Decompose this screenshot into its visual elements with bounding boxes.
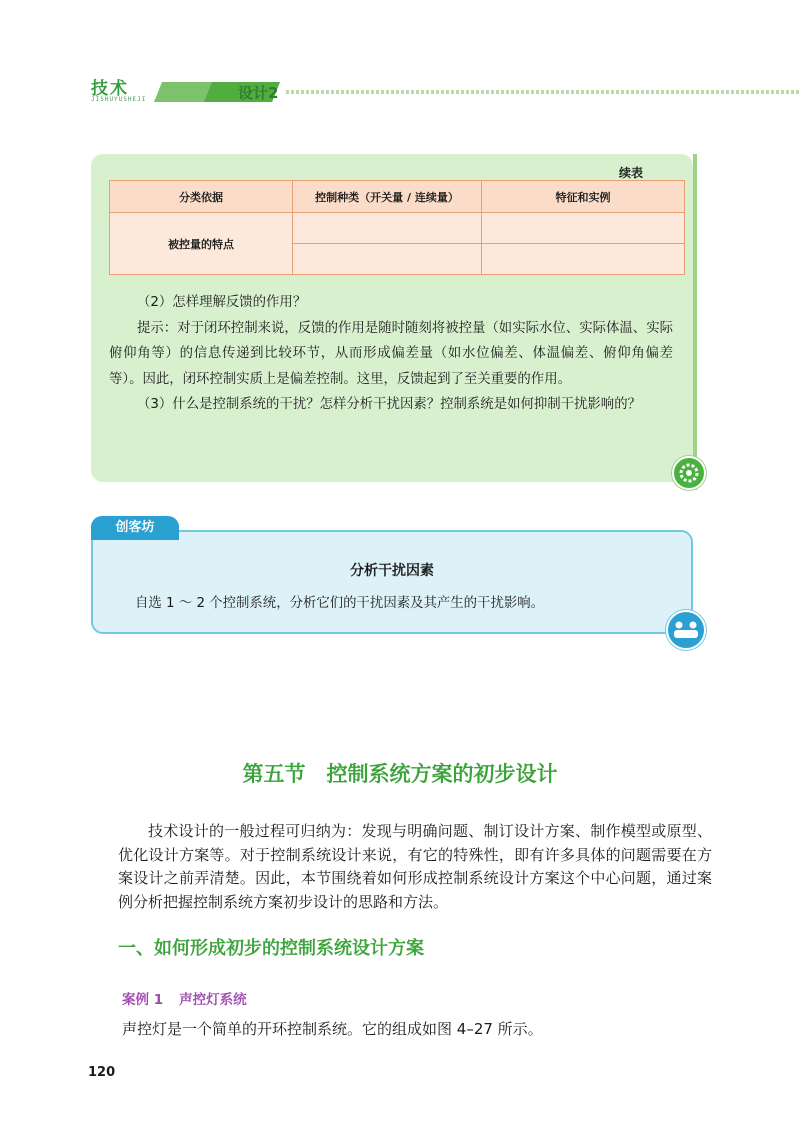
classification-table xyxy=(109,180,685,275)
discussion-box xyxy=(91,154,693,482)
green-box-edge xyxy=(693,154,697,490)
header-rule xyxy=(286,90,800,94)
intro-paragraph xyxy=(118,820,712,914)
table-header: 控制种类（开关量 / 连续量） xyxy=(293,181,482,213)
maker-box-body: 自选 1 ～ 2 个控制系统，分析它们的干扰因素及其产生的干扰影响。 xyxy=(135,596,545,611)
page-header xyxy=(86,68,800,108)
subsection-heading: 一、如何形成初步的控制系统设计方案 xyxy=(118,938,424,959)
table-row xyxy=(110,213,685,244)
section-title: 第五节 控制系统方案的初步设计 xyxy=(242,762,558,786)
header-subtitle: JISHUYUSHEJI xyxy=(91,96,147,103)
table-header-row xyxy=(110,181,685,213)
table-cell xyxy=(293,213,482,244)
table-cell xyxy=(293,244,482,275)
table-header: 分类依据 xyxy=(110,181,293,213)
question-3: （3）什么是控制系统的干扰？怎样分析干扰因素？控制系统是如何抑制干扰影响的？ xyxy=(137,397,641,412)
maker-box-title: 分析干扰因素 xyxy=(350,563,434,579)
case-heading xyxy=(122,988,247,1008)
intro-text: 技术设计的一般过程可归纳为：发现与明确问题、制订设计方案、制作模型或原型、优化设计方案等。对于控制系统设计来说，有它的特殊性，即有许多具体的问题需要在方案设计之前弄清楚。因此，本节围绕着如何形成控制系统设计方案这个中心问题，通过案例分析把握控制系统方案初步设计的思路和方法。 xyxy=(118,822,712,911)
case-title: 声控灯系统 xyxy=(179,992,247,1008)
case-text: 声控灯是一个简单的开环控制系统。它的组成如图 4–27 所示。 xyxy=(122,1020,543,1038)
header-title: 技术 xyxy=(91,79,129,99)
hint-text: 提示：对于闭环控制来说，反馈的作用是随时随刻将被控量（如实际水位、实际体温、实际俯仰角等）的信息传递到比较环节，从而形成偏差量（如水位偏差、体温偏差、俯仰角偏差等）。因此，闭环控制实质上是偏差控制。这里，反馈起到了至关重要的作用。 xyxy=(109,320,673,387)
table-cell xyxy=(482,213,685,244)
page-number: 120 xyxy=(88,1065,116,1080)
maker-box xyxy=(91,530,693,634)
table-header: 特征和实例 xyxy=(482,181,685,213)
maker-tag: 创客坊 xyxy=(91,516,179,540)
table-row-label: 被控量的特点 xyxy=(110,213,293,275)
header-badge-text: 设计2 xyxy=(238,84,279,102)
team-icon xyxy=(666,610,706,650)
continued-label: 续表 xyxy=(618,166,643,180)
case-label: 案例 1 xyxy=(122,992,164,1008)
question-2: （2）怎样理解反馈的作用？ xyxy=(137,295,307,310)
header-badge xyxy=(152,78,282,104)
discussion-text xyxy=(109,290,673,418)
table-cell xyxy=(482,244,685,275)
gear-icon xyxy=(672,456,706,490)
